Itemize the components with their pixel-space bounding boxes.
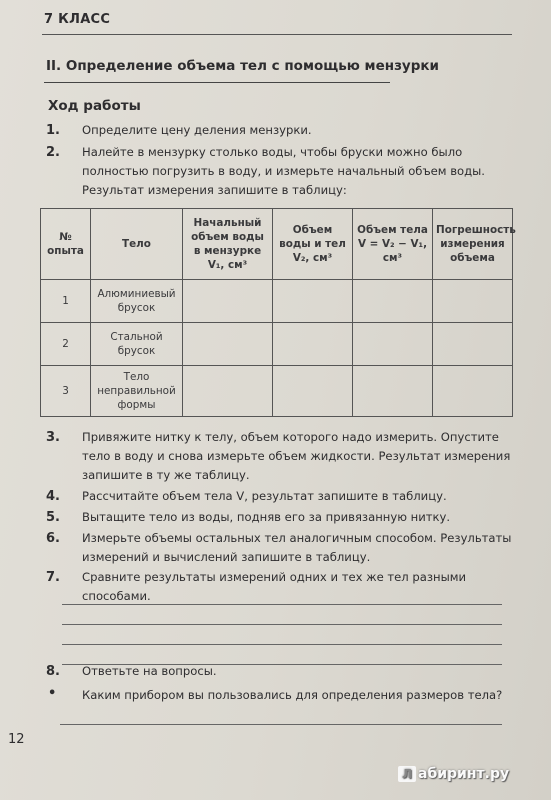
cell-initial-volume[interactable]	[183, 280, 273, 323]
header-initial-volume: Начальный объем воды в мензурке V₁, см³	[183, 209, 273, 280]
answer-line[interactable]	[60, 724, 502, 725]
header-rule	[42, 34, 512, 35]
answer-line[interactable]	[62, 644, 502, 645]
results-table	[40, 208, 516, 417]
step-text: Налейте в мензурку столько воды, чтобы бруски можно было полностью погрузить в воду, и измерьте начальный объем воды. Результат измерения запишите в таблицу:	[82, 145, 485, 197]
step-number: 1.	[46, 123, 60, 138]
section-rule	[44, 82, 390, 83]
cell-body-volume[interactable]	[353, 323, 433, 366]
header-measurement-error: Погрешность измерения объема	[433, 209, 513, 280]
step-text: Ответьте на вопросы.	[82, 664, 217, 678]
section-title: II. Определение объема тел с помощью мензурки	[46, 58, 440, 74]
table-row	[41, 366, 513, 417]
step-8	[46, 662, 529, 681]
row-body: Тело неправильной формы	[91, 366, 183, 417]
watermark-text: абиринт.ру	[418, 766, 510, 782]
cell-water-and-body-volume[interactable]	[273, 280, 353, 323]
cell-measurement-error[interactable]	[433, 366, 513, 417]
header-body-volume: Объем тела V = V₂ − V₁, см³	[353, 209, 433, 280]
question-text: Каким прибором вы пользовались для определения размеров тела?	[82, 688, 503, 702]
header-water-and-body-volume: Объем воды и тел V₂, см³	[273, 209, 353, 280]
cell-water-and-body-volume[interactable]	[273, 366, 353, 417]
cell-measurement-error[interactable]	[433, 280, 513, 323]
step-number: 7.	[46, 570, 60, 585]
step-text: Вытащите тело из воды, подняв его за привязанную нитку.	[82, 510, 451, 524]
step-text: Сравните результаты измерений одних и тех же тел разными способами.	[82, 570, 467, 603]
work-title: Ход работы	[48, 98, 141, 114]
step-number: 2.	[46, 145, 60, 160]
question-bullet: •	[48, 686, 57, 701]
cell-body-volume[interactable]	[353, 366, 433, 417]
watermark	[398, 766, 509, 782]
header-body: Тело	[91, 209, 183, 280]
row-number: 3	[41, 366, 91, 417]
table-header-row	[41, 209, 513, 280]
step-number: 4.	[46, 489, 60, 504]
step-text: Рассчитайте объем тела V, результат запишите в таблицу.	[82, 489, 447, 503]
table-row	[41, 323, 513, 366]
answer-line[interactable]	[62, 624, 502, 625]
table-row	[41, 280, 513, 323]
step-number: 8.	[46, 664, 60, 679]
step-number: 6.	[46, 531, 60, 546]
row-body: Стальной брусок	[91, 323, 183, 366]
step-number: 5.	[46, 510, 60, 525]
step-2	[46, 143, 529, 200]
cell-water-and-body-volume[interactable]	[273, 323, 353, 366]
page-number: 12	[8, 732, 25, 747]
cell-initial-volume[interactable]	[183, 323, 273, 366]
row-number: 2	[41, 323, 91, 366]
step-4	[46, 487, 529, 506]
step-6	[46, 529, 529, 567]
header-experiment-number: № опыта	[41, 209, 91, 280]
labirint-logo-icon: Л	[398, 766, 416, 782]
step-text: Привяжите нитку к телу, объем которого надо измерить. Опустите тело в воду и снова измерьте объем жидкости. Результат измерения запишите в ту же таблицу.	[82, 430, 511, 482]
cell-measurement-error[interactable]	[433, 323, 513, 366]
step-7	[46, 568, 529, 606]
step-text: Определите цену деления мензурки.	[82, 123, 312, 137]
row-body: Алюминиевый брусок	[91, 280, 183, 323]
answer-line[interactable]	[62, 604, 502, 605]
step-text: Измерьте объемы остальных тел аналогичным способом. Результаты измерений и вычислений запишите в таблицу.	[82, 531, 512, 564]
step-1	[46, 121, 529, 140]
step-5	[46, 508, 529, 527]
cell-initial-volume[interactable]	[183, 366, 273, 417]
cell-body-volume[interactable]	[353, 280, 433, 323]
step-3	[46, 428, 529, 485]
row-number: 1	[41, 280, 91, 323]
grade-header: 7 КЛАСС	[44, 12, 111, 27]
step-number: 3.	[46, 430, 60, 445]
